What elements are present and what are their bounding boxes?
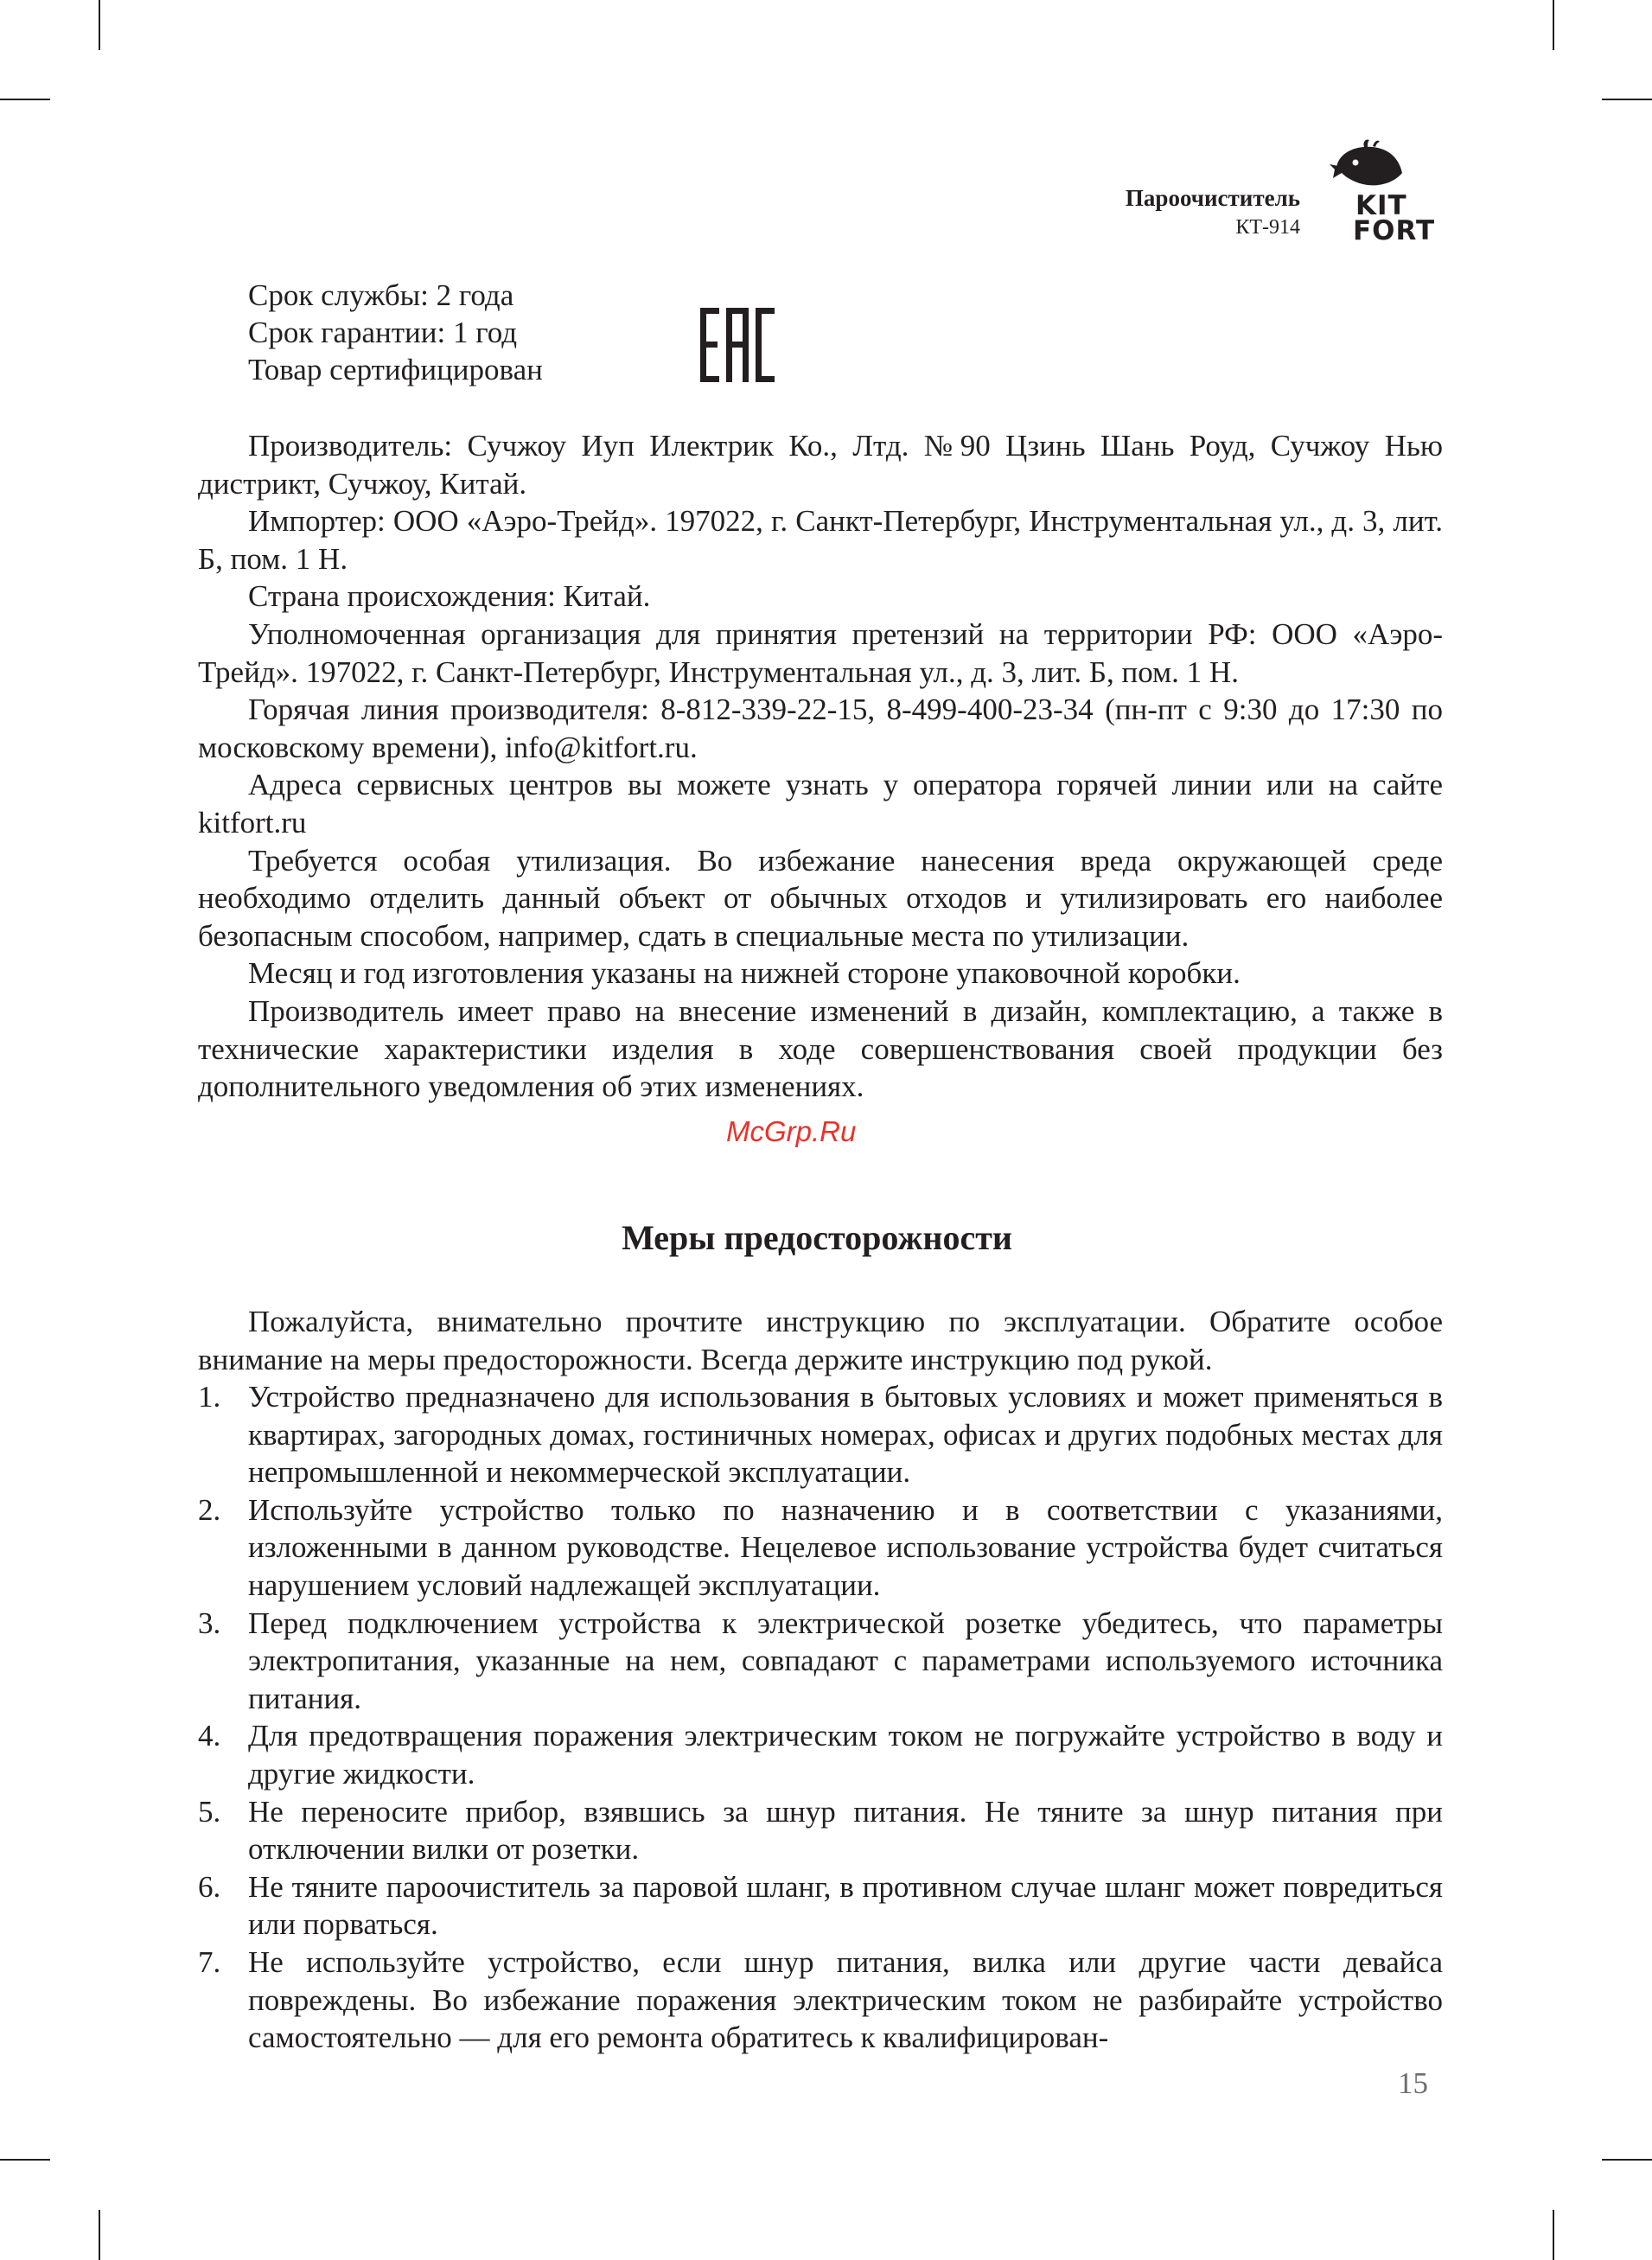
list-item bbox=[198, 1868, 1443, 1944]
manufacturer-paragraph: Производитель: Сучжоу Иуп Илектрик Ко., Лтд. №90 Цзинь Шань Роуд, Сучжоу Нью дистрикт, Сучжоу, Китай. bbox=[198, 429, 1443, 501]
precautions-list bbox=[198, 1378, 1443, 2057]
logo-text-fort: FORT bbox=[1353, 215, 1436, 246]
hotline-paragraph: Горячая линия производителя: 8-812-339-22-15, 8-499-400-23-34 (пн-пт с 9:30 до 17:30 по московскому времени), info@kitfort.ru. bbox=[198, 693, 1443, 764]
list-item bbox=[198, 1793, 1443, 1868]
list-item bbox=[198, 1491, 1443, 1605]
list-item-text: Устройство предназначено для использования в бытовых условиях и может применяться в квартирах, загородных домах, гостиничных номерах, офисах и других подобных местах для непромышленной и некоммерческой эксплуатации. bbox=[248, 1380, 1443, 1490]
service-centers-paragraph: Адреса сервисных центров вы можете узнать у оператора горячей линии или на сайте kitfort.ru bbox=[198, 768, 1443, 840]
crop-mark bbox=[1553, 2210, 1554, 2260]
service-life: Срок службы: 2 года bbox=[248, 278, 514, 312]
intro-paragraph: Пожалуйста, внимательно прочтите инструкцию по эксплуатации. Обратите особое внимание на меры предосторожности. Всегда держите инструкцию под рукой. bbox=[198, 1305, 1443, 1376]
list-item-number: 3. bbox=[198, 1606, 221, 1640]
crop-mark bbox=[0, 2159, 50, 2161]
manufacture-date-paragraph: Месяц и год изготовления указаны на нижней стороне упаковочной коробки. bbox=[248, 956, 1241, 991]
eac-mark bbox=[700, 308, 775, 382]
list-item-text: Не используйте устройство, если шнур питания, вилка или другие части девайса повреждены. Во избежание поражения электрическим током не разбирайте устройство самостоятельно — для его ремонта обратитесь к квалифицирован- bbox=[248, 1944, 1443, 2055]
list-item-text: Перед подключением устройства к электрической розетке убедитесь, что параметры электропитания, указанные на нем, совпадают с параметрами используемого источника питания. bbox=[248, 1606, 1443, 1715]
crop-mark bbox=[1553, 0, 1554, 50]
origin-paragraph: Страна происхождения: Китай. bbox=[248, 579, 651, 614]
section-intro bbox=[198, 1303, 1443, 1378]
crop-mark bbox=[0, 99, 50, 100]
list-item-text: Используйте устройство только по назначению и в соответствии с указаниями, изложенными в данном руководстве. Нецелевое использование устройства будет считаться нарушением условий надлежащей эксплуатации. bbox=[248, 1492, 1443, 1602]
importer-paragraph: Импортер: ООО «Аэро-Трейд». 197022, г. Санкт-Петербург, Инструментальная ул., д. 3, лит. Б, пом. 1 Н. bbox=[198, 504, 1443, 576]
crop-mark bbox=[1602, 2159, 1652, 2161]
claims-organization-paragraph: Уполномоченная организация для принятия претензий на территории РФ: ООО «Аэро-Трейд». 197022, г. Санкт-Петербург, Инструментальная ул., д. 3, лит. Б, пом. 1 Н. bbox=[198, 616, 1443, 689]
logo-text-kit: KIT bbox=[1355, 190, 1407, 221]
crop-mark bbox=[99, 0, 100, 50]
section-title: Меры предосторожности bbox=[622, 1218, 1012, 1257]
header-model: КТ-914 bbox=[1235, 216, 1300, 239]
list-item bbox=[198, 1605, 1443, 1718]
list-item-number: 6. bbox=[198, 1869, 221, 1904]
manufacturer-info bbox=[198, 427, 1443, 1106]
crop-mark bbox=[1602, 99, 1652, 100]
list-item bbox=[198, 1717, 1443, 1792]
list-item-number: 2. bbox=[198, 1492, 221, 1527]
list-item-text: Для предотвращения поражения электрическим током не погружайте устройство в воду и другие жидкости. bbox=[248, 1719, 1443, 1791]
crop-mark bbox=[99, 2210, 100, 2260]
warranty-period: Срок гарантии: 1 год bbox=[248, 316, 518, 349]
list-item-number: 1. bbox=[198, 1380, 221, 1414]
watermark: McGrp.Ru bbox=[726, 1115, 857, 1147]
disposal-paragraph: Требуется особая утилизация. Во избежание нанесения вреда окружающей среде необходимо отделить данный объект от обычных отходов и утилизировать его наиболее безопасным способом, например, сдать в специальные места по утилизации. bbox=[198, 843, 1443, 953]
list-item-text: Не переносите прибор, взявшись за шнур питания. Не тяните за шнур питания при отключении вилки от розетки. bbox=[248, 1794, 1443, 1867]
certification-note: Товар сертифицирован bbox=[248, 353, 543, 386]
kitfort-logo bbox=[1321, 138, 1442, 251]
list-item-text: Не тяните пароочиститель за паровой шланг, в противном случае шланг может повредиться или порваться. bbox=[248, 1869, 1443, 1942]
whale-icon bbox=[1330, 138, 1416, 190]
page-number: 15 bbox=[1398, 2066, 1428, 2100]
changes-paragraph: Производитель имеет право на внесение изменений в дизайн, комплектацию, а также в технические характеристики изделия в ходе совершенствования своей продукции без дополнительного уведомления об этих изменениях. bbox=[198, 993, 1443, 1104]
list-item bbox=[198, 1944, 1443, 2057]
list-item bbox=[198, 1378, 1443, 1491]
list-item-number: 7. bbox=[198, 1944, 221, 1979]
list-item-number: 4. bbox=[198, 1719, 221, 1753]
list-item-number: 5. bbox=[198, 1794, 221, 1829]
header-product-name: Пароочиститель bbox=[1125, 185, 1300, 211]
